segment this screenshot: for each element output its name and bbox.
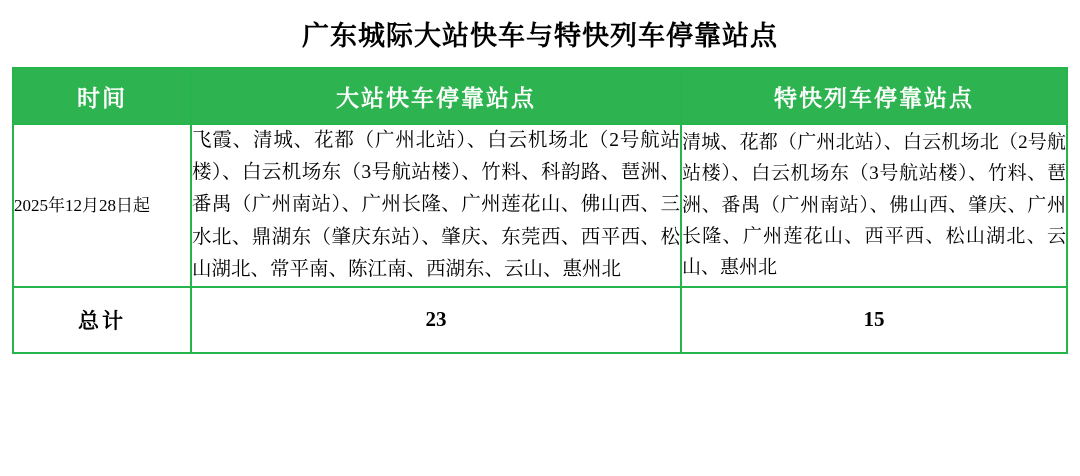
cell-total-express-count: 23 (191, 287, 681, 353)
table-row-total (13, 287, 1067, 353)
cell-express-stations: 飞霞、清城、花都（广州北站）、白云机场北（2号航站楼）、白云机场东（3号航站楼）、竹料、科韵路、琶洲、番禺（广州南站）、广州长隆、广州莲花山、佛山西、三水北、鼎湖东（肇庆东站）、肇庆、东莞西、西平西、松山湖北、常平南、陈江南、西湖东、云山、惠州北 (191, 124, 681, 287)
column-header-express-stations: 大站快车停靠站点 (191, 68, 681, 124)
column-header-limited-stations: 特快列车停靠站点 (681, 68, 1067, 124)
table-row (13, 124, 1067, 287)
column-header-time: 时间 (13, 68, 191, 124)
table-body (13, 124, 1067, 353)
cell-total-label: 总计 (13, 287, 191, 353)
table-header (13, 68, 1067, 124)
cell-effective-date: 2025年12月28日起 (13, 124, 191, 287)
page-title: 广东城际大站快车与特快列车停靠站点 (302, 21, 778, 51)
stations-table (12, 67, 1068, 354)
table-header-row (13, 68, 1067, 124)
cell-total-limited-count: 15 (681, 287, 1067, 353)
cell-limited-stations: 清城、花都（广州北站）、白云机场北（2号航站楼）、白云机场东（3号航站楼）、竹料、琶洲、番禺（广州南站）、佛山西、肇庆、广州长隆、广州莲花山、西平西、松山湖北、云山、惠州北 (681, 124, 1067, 287)
